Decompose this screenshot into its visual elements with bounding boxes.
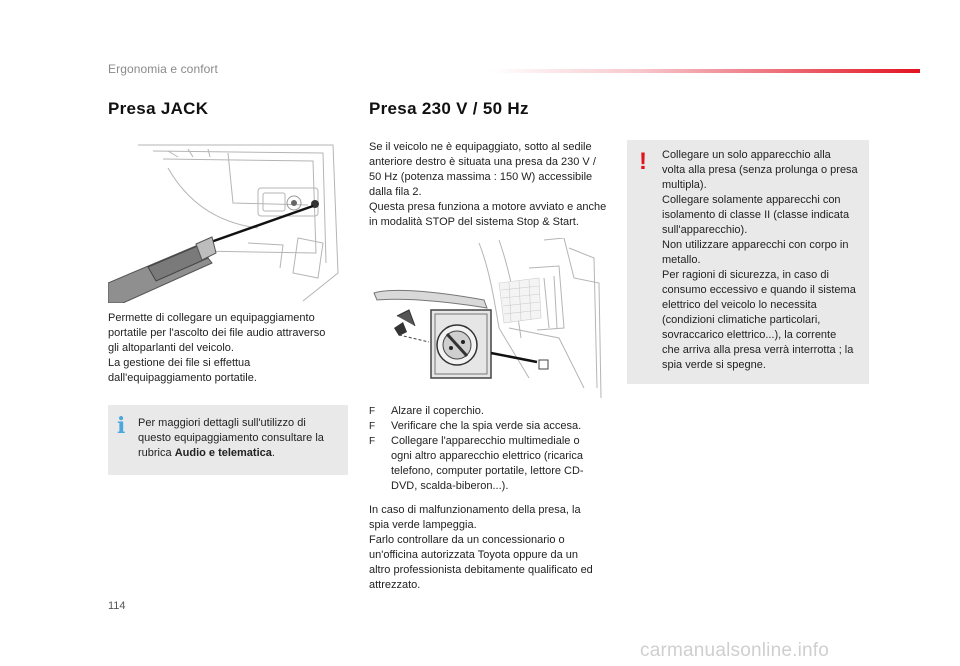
step-bullet-icon: F (369, 406, 376, 417)
info-note-reference: Audio e telematica (174, 447, 272, 459)
jack-section-title: Presa JACK (108, 99, 209, 118)
warning-line: Collegare solamente apparecchi con (662, 194, 841, 206)
warning-line: Collegare un solo apparecchio alla (662, 149, 831, 161)
warning-line: isolamento di classe II (classe indicata (662, 209, 850, 221)
intro-line: Se il veicolo ne è equipaggiato, sotto al sedile (369, 141, 592, 153)
malfunction-line: altro professionista debitamente qualificato ed (369, 564, 593, 576)
step-bullet-icon: F (369, 436, 376, 447)
warning-text (662, 148, 867, 373)
watermark: carmanualsonline.info (640, 640, 830, 661)
info-icon: i (117, 413, 126, 439)
socket-steps (369, 404, 614, 494)
warning-line: (condizioni climatiche particolari, (662, 314, 821, 326)
warning-line: spia verde si spegne. (662, 359, 766, 371)
warning-line: volta alla presa (senza prolunga o presa (662, 164, 858, 176)
warning-line: multipla). (662, 179, 707, 191)
intro-line: in modalità STOP del sistema Stop & Start. (369, 216, 579, 228)
info-note-line: questo equipaggiamento consultare la (138, 432, 324, 444)
warning-line: Per ragioni di sicurezza, in caso di (662, 269, 829, 281)
step-line: DVD, scalda-biberon...). (391, 480, 509, 492)
jack-description-line: dall'equipaggiamento portatile. (108, 372, 257, 384)
socket-230v-section-title: Presa 230 V / 50 Hz (369, 99, 529, 118)
step-item (369, 419, 614, 434)
warning-box (627, 140, 869, 384)
warning-line: sovraccarico elettrico...), la corrente (662, 329, 837, 341)
step-line: telefono, computer portatile, lettore CD- (391, 465, 584, 477)
info-note-text (138, 416, 343, 461)
malfunction-line: un'officina autorizzata Toyota oppure da un (369, 549, 579, 561)
step-line: ogni altro apparecchio elettrico (ricarica (391, 450, 583, 462)
malfunction-line: attrezzato. (369, 579, 421, 591)
jack-description-line: gli altoparlanti del veicolo. (108, 342, 234, 354)
jack-description (108, 311, 358, 386)
malfunction-note (369, 503, 619, 593)
intro-line: anteriore destro è situata una presa da 230 V / (369, 156, 596, 168)
warning-line: consumo eccessivo e quando il sistema (662, 284, 856, 296)
step-item (369, 434, 614, 494)
info-note-prefix: rubrica (138, 447, 175, 459)
jack-socket-illustration (108, 143, 348, 303)
step-line: Collegare l'apparecchio multimediale o (391, 435, 580, 447)
info-note-suffix: . (271, 447, 275, 459)
warning-line: che arriva alla presa verrà interrotta ; la (662, 344, 854, 356)
warning-line: Non utilizzare apparecchi con corpo in (662, 239, 849, 251)
socket-230v-illustration (369, 238, 609, 398)
section-header: Ergonomia e confort (108, 62, 218, 76)
header-accent-bar (490, 69, 920, 73)
intro-line: dalla fila 2. (369, 186, 422, 198)
info-note-box (108, 405, 348, 475)
warning-line: metallo. (662, 254, 701, 266)
jack-description-line: portatile per l'ascolto dei file audio attraverso (108, 327, 326, 339)
warning-line: elettrico del veicolo lo necessita (662, 299, 817, 311)
intro-line: 50 Hz (potenza massima : 150 W) accessibile (369, 171, 593, 183)
step-line: Verificare che la spia verde sia accesa. (391, 420, 582, 432)
socket-230v-intro (369, 140, 619, 230)
step-bullet-icon: F (369, 421, 376, 432)
info-note-line (138, 446, 343, 461)
malfunction-line: In caso di malfunzionamento della presa, la (369, 504, 581, 516)
jack-description-line: Permette di collegare un equipaggiamento (108, 312, 315, 324)
jack-description-line: La gestione dei file si effettua (108, 357, 251, 369)
intro-line: Questa presa funziona a motore avviato e anche (369, 201, 607, 213)
step-item (369, 404, 614, 419)
step-line: Alzare il coperchio. (391, 405, 484, 417)
page-number: 114 (108, 600, 126, 612)
exclamation-icon: ! (639, 148, 647, 175)
malfunction-line: Farlo controllare da un concessionario o (369, 534, 565, 546)
malfunction-line: spia verde lampeggia. (369, 519, 477, 531)
info-note-line: Per maggiori dettagli sull'utilizzo di (138, 417, 306, 429)
warning-line: sull'apparecchio). (662, 224, 748, 236)
